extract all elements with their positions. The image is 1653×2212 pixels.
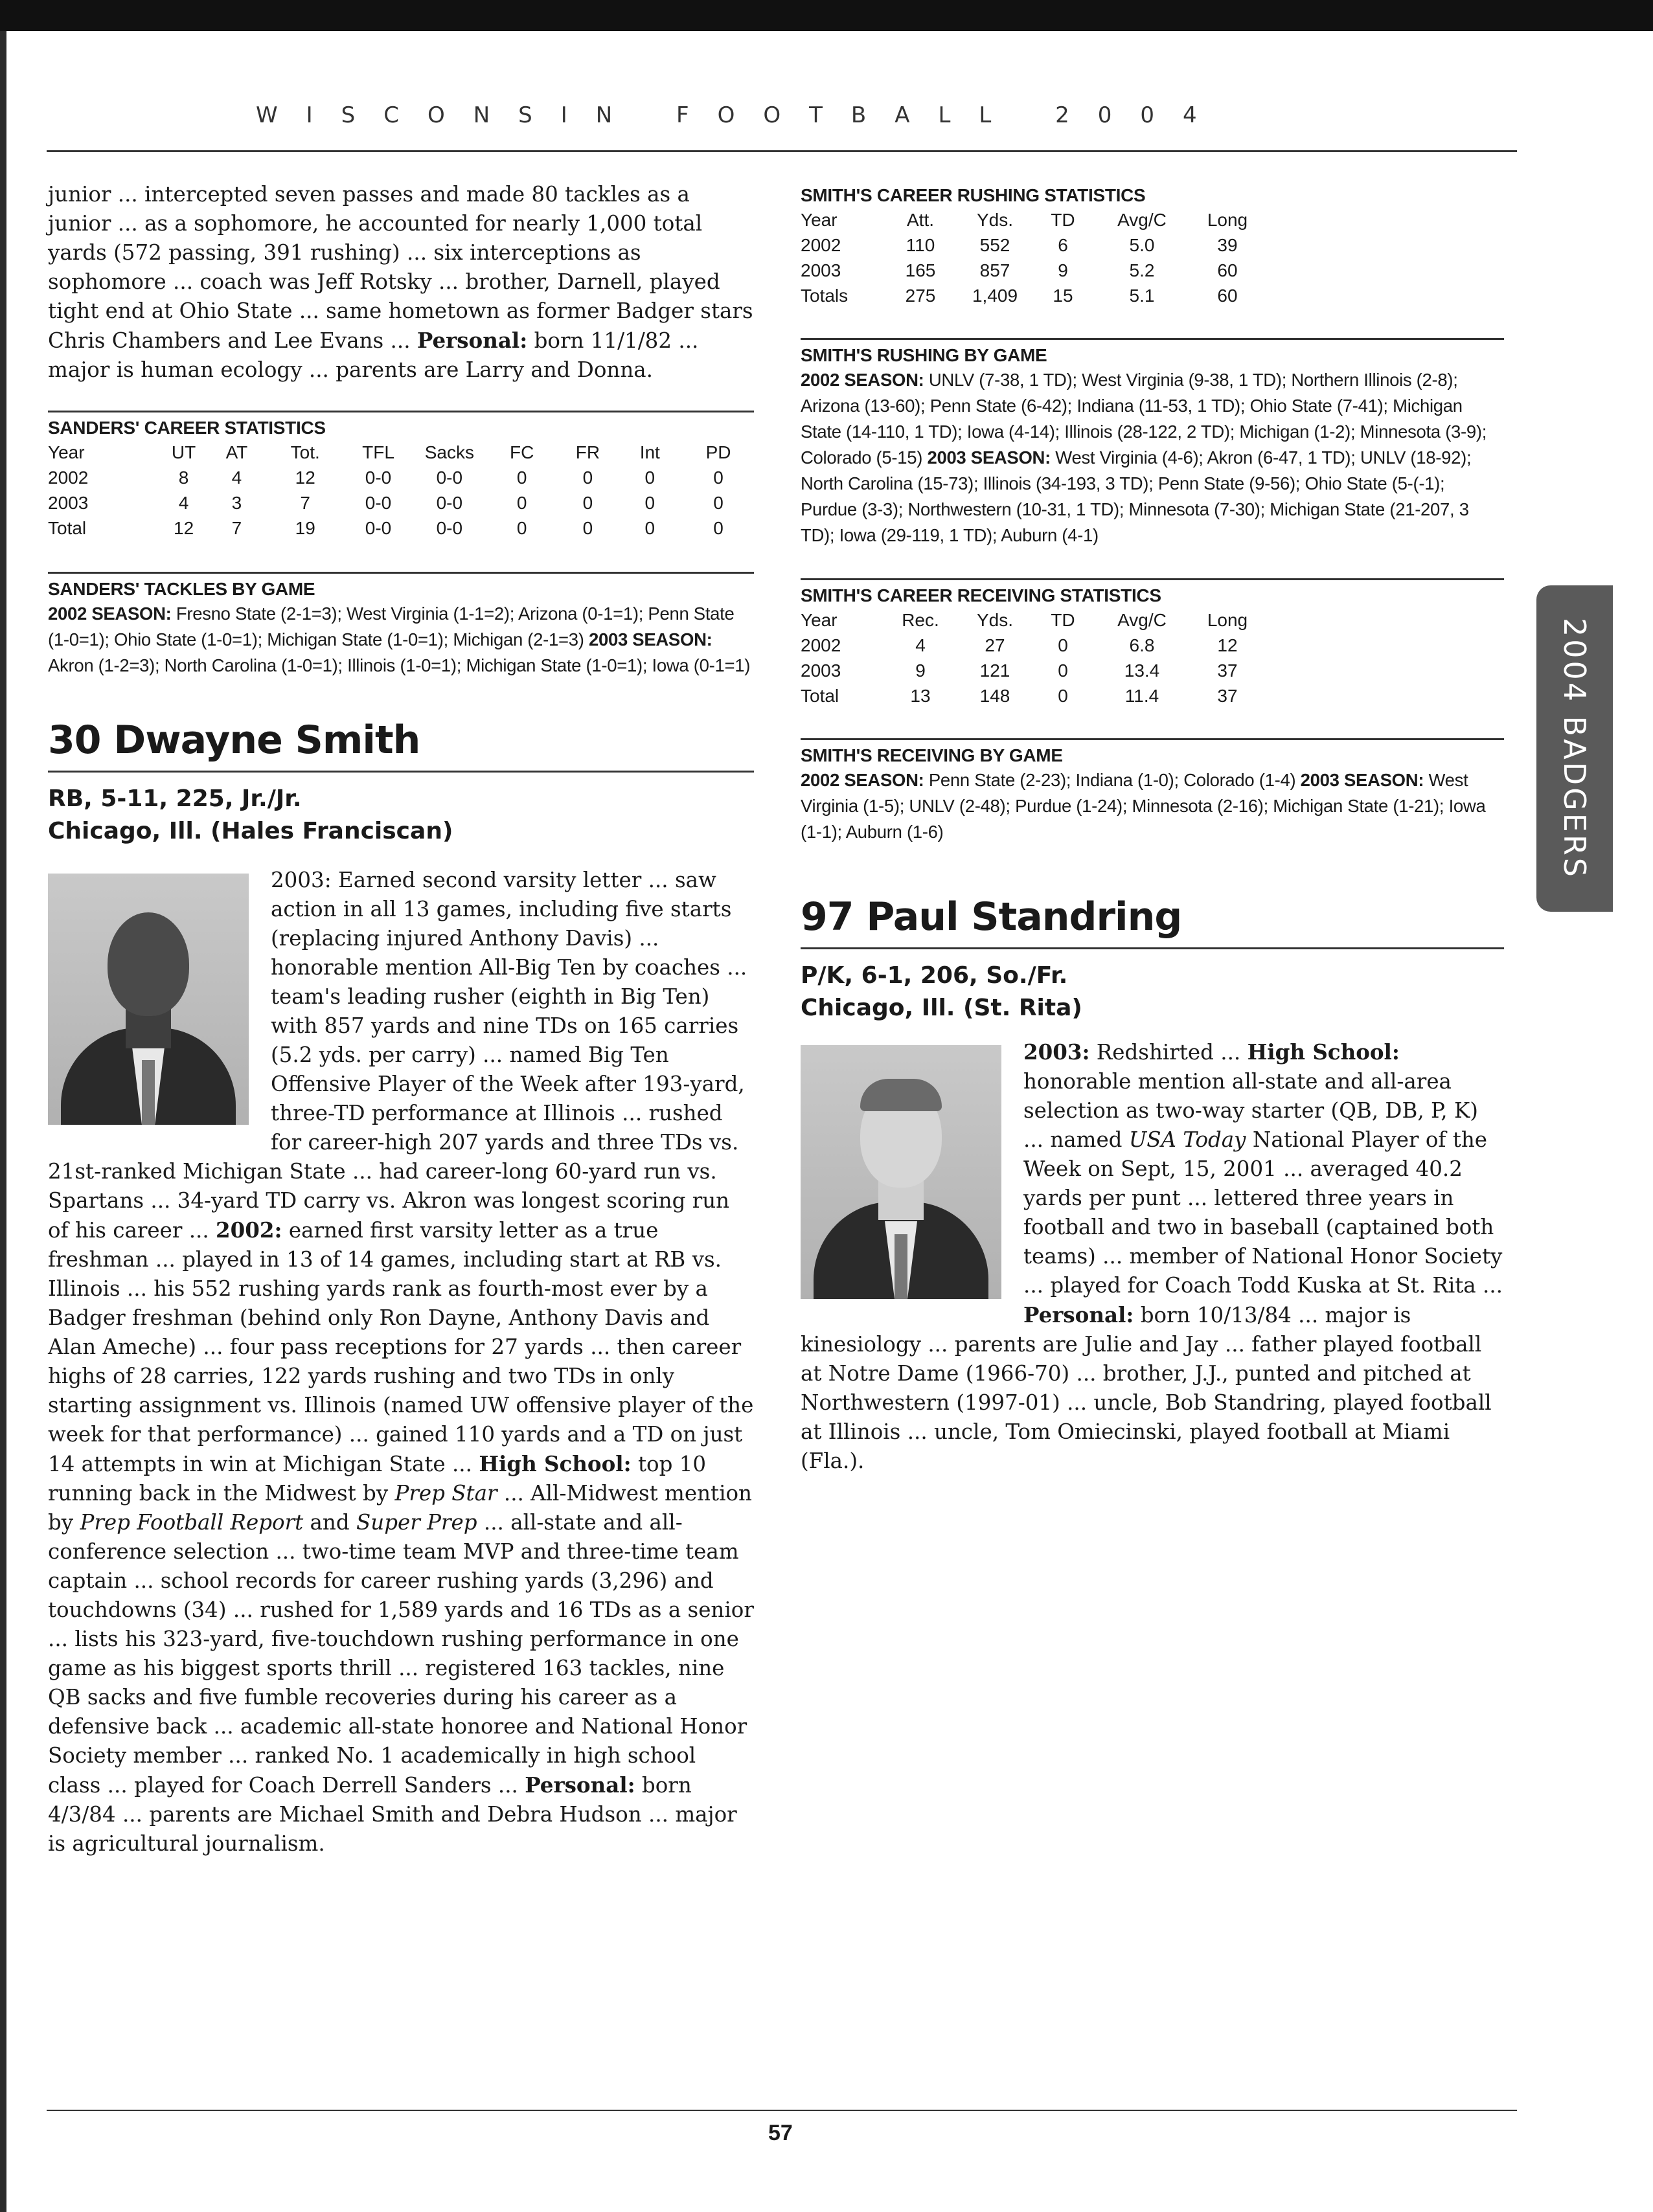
table-cell: 0 — [516, 493, 527, 513]
table-cell: 11.4 — [1124, 686, 1159, 706]
table-cell: 0 — [713, 468, 724, 488]
sanders-bygame-text — [48, 601, 754, 679]
table-cell: 0 — [516, 468, 527, 488]
table-row — [48, 490, 754, 515]
smith-headshot — [48, 874, 249, 1125]
season-label: 2003 SEASON: — [1300, 770, 1424, 790]
season-games: West Virginia (1-5); UNLV (2-48); Purdue (1-24); Minnesota (2-16); Michigan State (1-21); Iowa (1-1); Auburn (1-6) — [801, 770, 1486, 842]
table-cell: 4 — [178, 493, 189, 513]
table-cell: 2003 — [801, 260, 841, 280]
text-run: ... All-Midwest mention by — [48, 1481, 752, 1535]
column-header: Avg/C — [1117, 610, 1167, 630]
column-header: Avg/C — [1117, 210, 1167, 230]
sanders-bygame-title: SANDERS' TACKLES BY GAME — [48, 579, 315, 599]
text-run: National Player of the Week on Sept, 15, 2001 ... averaged 40.2 yards per punt ... lettered three years in football and two in baseball (captained both teams) ... member of National Honor Society ... played for Coach Todd Kuska at St. Rita ... — [1023, 1127, 1503, 1298]
table-cell: 2002 — [48, 468, 89, 488]
italic-run: Prep Football Report — [80, 1510, 304, 1535]
season-games: UNLV (7-38, 1 TD); West Virginia (9-38, 1 TD); Northern Illinois (2-8); Arizona (13-60); Penn State (6-42); Indiana (11-53, 1 TD); Ohio State (7-41); Michigan State (14-110, 1 TD); Iowa (4-14); Illinois (28-122, 2 TD); Michigan (1-2); Minnesota (3-9); Colorado (5-15) — [801, 370, 1487, 468]
text-run: 2003: — [271, 868, 332, 892]
smith-rushing-bygame-title: SMITH'S RUSHING BY GAME — [801, 345, 1047, 365]
column-header: Yds. — [976, 210, 1014, 230]
smith-rushing-bygame-text — [801, 367, 1504, 548]
column-header: UT — [171, 442, 196, 462]
standring-bio-block — [801, 1037, 1504, 1476]
table-cell: 12 — [295, 468, 315, 488]
table-cell: 9 — [915, 660, 926, 681]
italic-run: Super Prep — [356, 1510, 477, 1535]
bold-run: High School: — [1247, 1039, 1400, 1065]
scan-top-border — [0, 0, 1653, 31]
standring-headshot — [801, 1045, 1001, 1299]
column-header: Year — [801, 210, 838, 230]
table-cell: 0 — [582, 468, 593, 488]
table-cell: 37 — [1217, 686, 1238, 706]
table-cell: 12 — [174, 518, 194, 538]
standring-position-line: P/K, 6-1, 206, So./Fr. — [801, 962, 1068, 989]
table-cell: 27 — [985, 635, 1005, 655]
table-cell: 0-0 — [365, 468, 392, 488]
text-run: born 11/1/82 ... major is human ecology ... parents are Larry and Donna. — [48, 328, 699, 382]
table-cell: 0-0 — [436, 493, 463, 513]
table-cell: 2003 — [48, 493, 89, 513]
column-header: Long — [1207, 610, 1248, 630]
table-row — [48, 515, 754, 541]
table-cell: 4 — [915, 635, 926, 655]
text-run: junior ... intercepted seven passes and made 80 tackles as a junior ... as a sophomore, he accounted for nearly 1,000 total yards (572 passing, 391 rushing) ... six interceptions as sophomore ... coach was Jeff Rotsky ... brother, Darnell, played tight end at Ohio State ... same hometown as former Badger stars Chris Chambers and Lee Evans ... — [48, 182, 753, 353]
side-tab-label: 2004 BADGERS — [1557, 617, 1592, 880]
table-cell: 857 — [979, 260, 1010, 280]
column-header: PD — [705, 442, 731, 462]
column-header: Att. — [906, 210, 934, 230]
table-cell: 39 — [1217, 235, 1238, 255]
table-row — [48, 465, 754, 490]
table-cell: 0 — [582, 518, 593, 538]
text-run: Redshirted ... — [1089, 1040, 1248, 1065]
standring-hometown-line: Chicago, Ill. (St. Rita) — [801, 995, 1082, 1021]
player-rule — [801, 947, 1504, 949]
smith-career-rushing-table — [801, 207, 1263, 308]
scan-left-edge — [0, 31, 6, 2212]
table-cell: 1,409 — [972, 286, 1018, 306]
table-cell: 2002 — [801, 635, 841, 655]
table-row — [801, 633, 1263, 658]
season-label: 2002 SEASON: — [801, 770, 924, 790]
table-cell: 0 — [1058, 660, 1068, 681]
text-run: ... all-state and all-conference selection ... two-time team MVP and three-time team captain ... school records for career rushing yards (3,296) and touchdowns (34) ... rushed for 1,589 yards and 16 TDs as a senior ... lists his 323-yard, five-touchdown rushing performance in one game as his biggest sports thrill ... registered 163 tackles, nine QB sacks and five fumble recoveries during his career as a defensive back ... academic all-state honoree and National Honor Society member ... ranked No. 1 academically in high school class ... played for Coach Derrell Sanders ... — [48, 1510, 754, 1798]
text-run: top 10 running back in the Midwest by — [48, 1452, 707, 1506]
season-label: 2002 SEASON: — [801, 370, 924, 390]
table-cell: 6 — [1058, 235, 1068, 255]
table-cell: 3 — [231, 493, 242, 513]
table-header-row — [801, 607, 1263, 633]
bold-run: High School: — [479, 1451, 632, 1476]
bold-run: Personal: — [525, 1772, 635, 1798]
table-cell: 0 — [582, 493, 593, 513]
text-run: earned first varsity letter as a true freshman ... played in 13 of 14 games, including start at RB vs. Illinois ... his 552 rushing yards rank as fourth-most ever by a Badger freshman (behind only Ron Dayne, Anthony Davis and Alan Ameche) ... four pass receptions for 27 yards ... then career highs of 28 carries, 122 yards rushing and two TDs in only starting assignment vs. Illinois (named UW offensive player of the week for that performance) ... gained 110 yards and a TD on just 14 attempts in win at Michigan State ... — [48, 1218, 754, 1476]
table-header-row — [48, 440, 754, 465]
text-run: Earned second varsity letter ... saw action in all 13 games, including five starts (replacing injured Anthony Davis) ... honorable mention All-Big Ten by coaches ... team's leading rusher (eighth in Big Ten) with 857 yards and nine TDs on 165 carries (5.2 yds. per carry) ... named Big Ten Offensive Player of the Week after 193-yard, three-TD performance at Illinois ... rushed for career-high 207 yards and three TDs vs. 21st-ranked Michigan State ... had career-long 60-yard run vs. Spartans ... 34-yard TD carry vs. Akron was longest scoring run of his career ... — [48, 868, 747, 1243]
table-header-row — [801, 207, 1263, 232]
column-header: TFL — [362, 442, 394, 462]
player-rule — [48, 771, 754, 773]
text-run: born 10/13/84 ... major is kinesiology ... parents are Julie and Jay ... father played football at Notre Dame (1966-70) ... brother, J.J., punted and pitched at Northwestern (1997-01) ... uncle, Bob Standring, played football at Illinois ... uncle, Tom Omiecinski, played football at Miami (Fla.). — [801, 1303, 1492, 1473]
table-cell: Total — [48, 518, 87, 538]
table-cell: 121 — [979, 660, 1010, 681]
sanders-career-title: SANDERS' CAREER STATISTICS — [48, 418, 326, 438]
table-cell: 0 — [713, 493, 724, 513]
table-cell: 275 — [905, 286, 936, 306]
column-header: TD — [1051, 210, 1075, 230]
italic-run: Prep Star — [394, 1481, 497, 1506]
season-label: 2002 SEASON: — [48, 604, 172, 624]
bold-run: Personal: — [416, 328, 528, 353]
table-cell: 12 — [1217, 635, 1238, 655]
side-tab — [1536, 585, 1613, 912]
column-header: Sacks — [424, 442, 474, 462]
table-cell: 0 — [644, 493, 656, 513]
table-cell: 0-0 — [365, 518, 392, 538]
table-cell: 0-0 — [436, 468, 463, 488]
smith-rushing-by-game — [801, 338, 1504, 548]
table-cell: 13.4 — [1124, 660, 1160, 681]
sanders-intro-paragraph — [48, 180, 754, 385]
column-header: Tot. — [290, 442, 320, 462]
season-games: West Virginia (4-6); Akron (6-47, 1 TD); UNLV (18-92); North Carolina (15-73); Illinois (34-193, 3 TD); Penn State (9-56); Ohio State (5-(-1); Purdue (3-3); Northwestern (10-31, 1 TD); Minnesota (7-30); Michigan State (21-207, 3 TD); Iowa (29-119, 1 TD); Auburn (4-1) — [801, 447, 1472, 545]
column-header: Int — [639, 442, 660, 462]
table-cell: 7 — [231, 518, 242, 538]
table-row — [801, 658, 1263, 683]
table-row — [801, 283, 1263, 308]
column-header: Rec. — [902, 610, 939, 630]
italic-run: USA Today — [1128, 1127, 1246, 1152]
smith-position-line: RB, 5-11, 225, Jr./Jr. — [48, 785, 302, 812]
smith-receiving-by-game — [801, 738, 1504, 845]
table-row — [801, 683, 1263, 708]
table-cell: 0 — [1058, 686, 1068, 706]
table-cell: 15 — [1053, 286, 1073, 306]
running-header: WISCONSIN FOOTBALL 2004 — [256, 102, 1226, 128]
sanders-tackles-by-game — [48, 572, 754, 679]
table-cell: 5.0 — [1129, 235, 1155, 255]
table-cell: 148 — [979, 686, 1010, 706]
table-cell: 0 — [1058, 635, 1068, 655]
player-name-smith: 30 Dwayne Smith — [48, 717, 420, 763]
table-cell: 0 — [644, 518, 656, 538]
smith-hometown-line: Chicago, Ill. (Hales Franciscan) — [48, 818, 453, 844]
column-header: FC — [510, 442, 534, 462]
table-cell: 37 — [1217, 660, 1238, 681]
header-rule — [47, 150, 1517, 152]
table-cell: 60 — [1217, 286, 1238, 306]
table-cell: 110 — [906, 235, 935, 255]
table-cell: 19 — [295, 518, 315, 538]
table-cell: Totals — [801, 286, 849, 306]
column-header: AT — [225, 442, 248, 462]
table-row — [801, 232, 1263, 258]
season-games: Penn State (2-23); Indiana (1-0); Colorado (1-4) — [924, 770, 1296, 790]
smith-career-receiving — [801, 578, 1504, 708]
season-label: 2003 SEASON: — [588, 629, 712, 649]
player-name-standring: 97 Paul Standring — [801, 894, 1182, 940]
bold-run: Personal: — [1023, 1302, 1134, 1327]
table-cell: 2002 — [801, 235, 841, 255]
table-cell: 552 — [979, 235, 1010, 255]
column-header: TD — [1051, 610, 1075, 630]
table-cell: 5.1 — [1129, 286, 1155, 306]
text-run: and — [303, 1510, 356, 1535]
smith-career-receiving-title: SMITH'S CAREER RECEIVING STATISTICS — [801, 585, 1161, 605]
column-header: FR — [575, 442, 600, 462]
season-label: 2003 SEASON: — [927, 447, 1051, 468]
table-cell: 5.2 — [1129, 260, 1155, 280]
table-cell: 8 — [178, 468, 189, 488]
table-cell: 9 — [1058, 260, 1068, 280]
season-games: Fresno State (2-1=3); West Virginia (1-1=2); Arizona (0-1=1); Penn State (1-0=1); Ohio State (1-0=1); Michigan State (1-0=1); Michigan (2-1=3) — [48, 604, 735, 649]
table-cell: 0 — [713, 518, 724, 538]
smith-career-rushing — [801, 180, 1504, 308]
table-cell: 7 — [300, 493, 310, 513]
smith-receiving-bygame-text — [801, 767, 1504, 845]
sanders-career-stats — [48, 411, 754, 541]
page-number: 57 — [768, 2121, 793, 2145]
table-cell: 0 — [644, 468, 656, 488]
table-cell: Total — [801, 686, 839, 706]
smith-bio-block — [48, 866, 754, 1858]
smith-receiving-bygame-title: SMITH'S RECEIVING BY GAME — [801, 745, 1063, 765]
right-column — [801, 180, 1504, 1476]
column-header: Yds. — [976, 610, 1014, 630]
sanders-career-table — [48, 440, 754, 541]
left-column — [48, 180, 754, 1858]
table-cell: 4 — [231, 468, 242, 488]
bold-run: 2002: — [216, 1217, 282, 1243]
table-cell: 13 — [910, 686, 931, 706]
table-row — [801, 258, 1263, 283]
table-cell: 0 — [516, 518, 527, 538]
column-header: Long — [1207, 210, 1248, 230]
smith-career-receiving-table — [801, 607, 1263, 708]
table-cell: 0-0 — [436, 518, 463, 538]
text-run: born 4/3/84 ... parents are Michael Smith and Debra Hudson ... major is agricultural journalism. — [48, 1773, 737, 1856]
table-cell: 60 — [1217, 260, 1238, 280]
table-cell: 0-0 — [365, 493, 392, 513]
bold-run: 2003: — [1023, 1039, 1090, 1065]
table-cell: 2003 — [801, 660, 841, 681]
footer-rule — [47, 2110, 1517, 2111]
column-header: Year — [801, 610, 838, 630]
table-cell: 165 — [905, 260, 936, 280]
table-cell: 6.8 — [1129, 635, 1155, 655]
season-games: Akron (1-2=3); North Carolina (1-0=1); Illinois (1-0=1); Michigan State (1-0=1); Iowa (0-1=1) — [48, 655, 751, 675]
smith-career-rushing-title: SMITH'S CAREER RUSHING STATISTICS — [801, 185, 1146, 205]
column-header: Year — [48, 442, 85, 462]
text-run: honorable mention all-state and all-area selection as two-way starter (QB, DB, P, K) ... named — [1023, 1069, 1478, 1152]
